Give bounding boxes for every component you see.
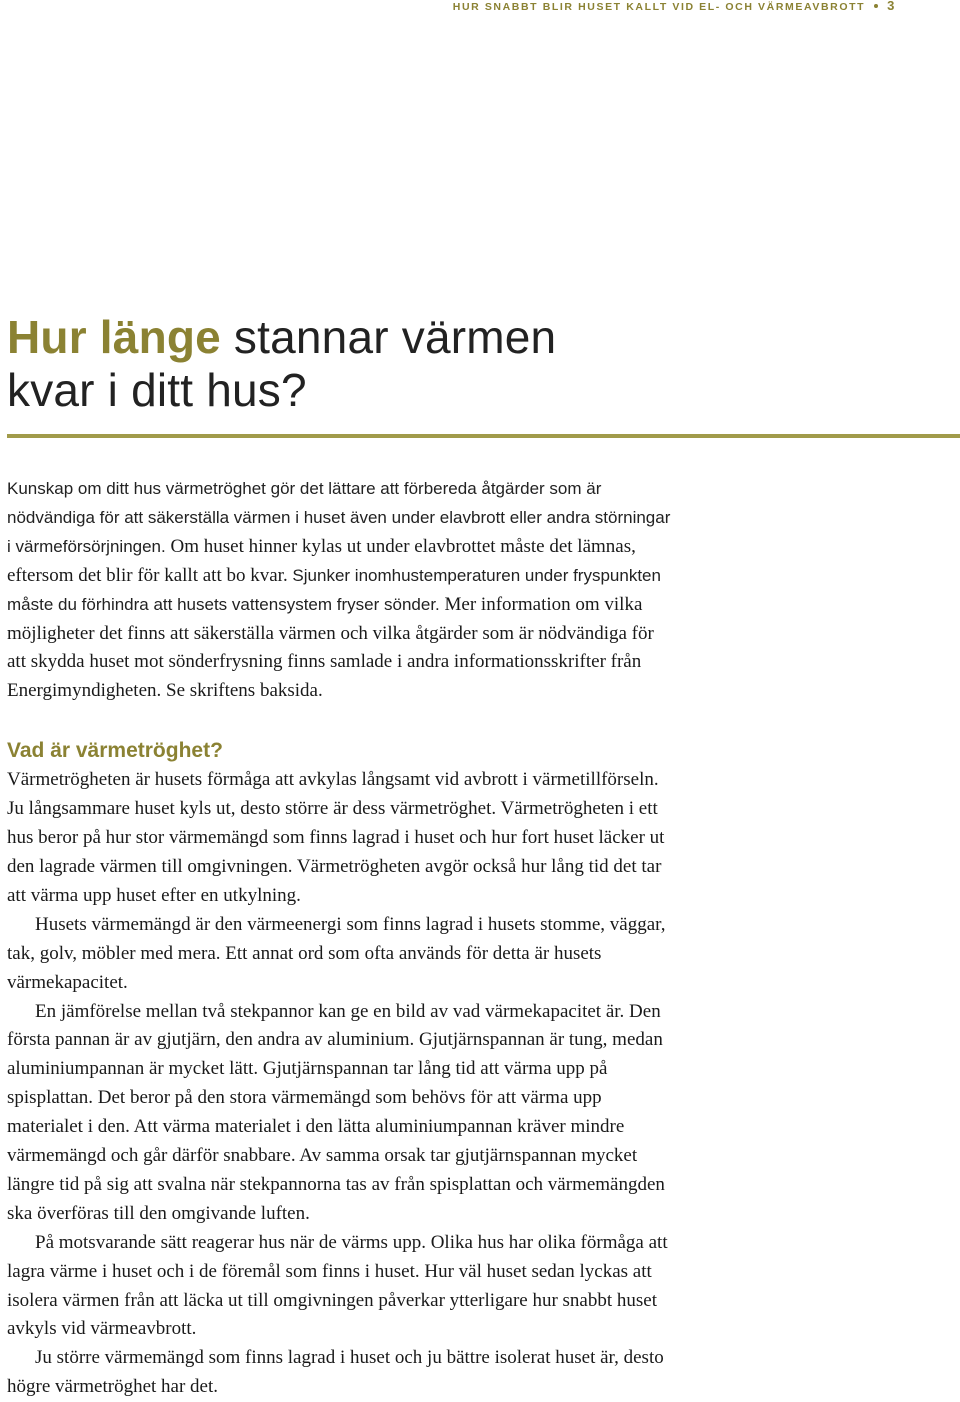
paragraph-1: Värmetrögheten är husets förmåga att avkylas långsamt vid avbrott i värmetillförseln. Ju långsammare huset kyls ut, desto större är dess värmetröghet. Värmetrögheten i ett hus beror på hur stor värmemängd som finns lagrad i huset och hur fort huset läcker ut den lagrade värmen till omgivningen. Värmetrögheten avgör också hur lång tid det tar att värma upp huset efter en utkylning. [7, 769, 665, 906]
header-bullet [874, 4, 878, 8]
title-line2: kvar i ditt hus? [7, 364, 307, 416]
section-heading: Vad är värmetröghet? [7, 739, 223, 763]
running-title: HUR SNABBT BLIR HUSET KALLT VID EL- OCH VÄRMEAVBROTT [452, 1, 866, 13]
title-divider [7, 434, 960, 438]
body-content [7, 475, 677, 1402]
intro-serif-part-2: Mer information om vilka möjligheter det finns att säkerställa värmen och vilka åtgärder som är nödvändiga för att skydda huset mot sönderfrysning finns samlade i andra informationsskrifter från Energimyndigheten. Se skriftens baksida. [7, 593, 654, 702]
paragraph-5: Ju större värmemängd som finns lagrad i huset och ju bättre isolerat huset är, desto högre värmetröghet har det. [7, 1347, 664, 1398]
title-rest: stannar värmen [220, 311, 557, 363]
paragraph-4: På motsvarande sätt reagerar hus när de värms upp. Olika hus har olika förmåga att lagra värme i huset och i de föremål som finns i huset. Hur väl huset sedan lyckas att isolera värmen från att läcka ut till omgivningen påverkar ytterligare hur snabbt huset avkyls vid värmeavbrott. [7, 1231, 668, 1340]
intro-sans-part: Kunskap om ditt hus värmetröghet gör det lättare att förbereda åtgärder som är nödvändiga för att säkerställa värmen i huset även under elavbrott eller andra störningar i värmeförsörjningen. [7, 479, 671, 556]
page-number: 3 [887, 0, 896, 13]
page-title [7, 311, 556, 417]
running-header [453, 0, 896, 13]
paragraph-2: Husets värmemängd är den värmeenergi som finns lagrad i husets stomme, väggar, tak, golv, möbler med mera. Ett annat ord som ofta används för detta är husets värmekapacitet. [7, 913, 666, 993]
paragraph-3: En jämförelse mellan två stekpannor kan ge en bild av vad värmekapacitet är. Den första pannan är av gjutjärn, den andra av aluminium. Gjutjärnspannan är tung, medan aluminiumpannan är mycket lätt. Gjutjärnspannan tar lång tid att värma upp på spisplattan. Det beror på den stora värmemängd som behövs för att värma upp materialet i den. Att värma materialet i den lätta aluminiumpannan kräver mindre värmemängd och går därför snabbare. Av samma orsak tar gjutjärnspannan mycket längre tid på sig att svalna när stekpannorna tas av från spisplattan och värmemängden ska överföras till den omgivande luften. [7, 1000, 665, 1224]
title-accent: Hur länge [7, 311, 221, 363]
intro-serif-part: Om huset hinner kylas ut under elavbrottet måste det lämnas, eftersom det blir för kallt att bo kvar. [7, 535, 636, 586]
intro-sans-part-2: Sjunker inomhustemperaturen under fryspunkten måste du förhindra att husets vattensystem fryser sönder. [7, 565, 661, 614]
intro-paragraph [7, 475, 677, 706]
